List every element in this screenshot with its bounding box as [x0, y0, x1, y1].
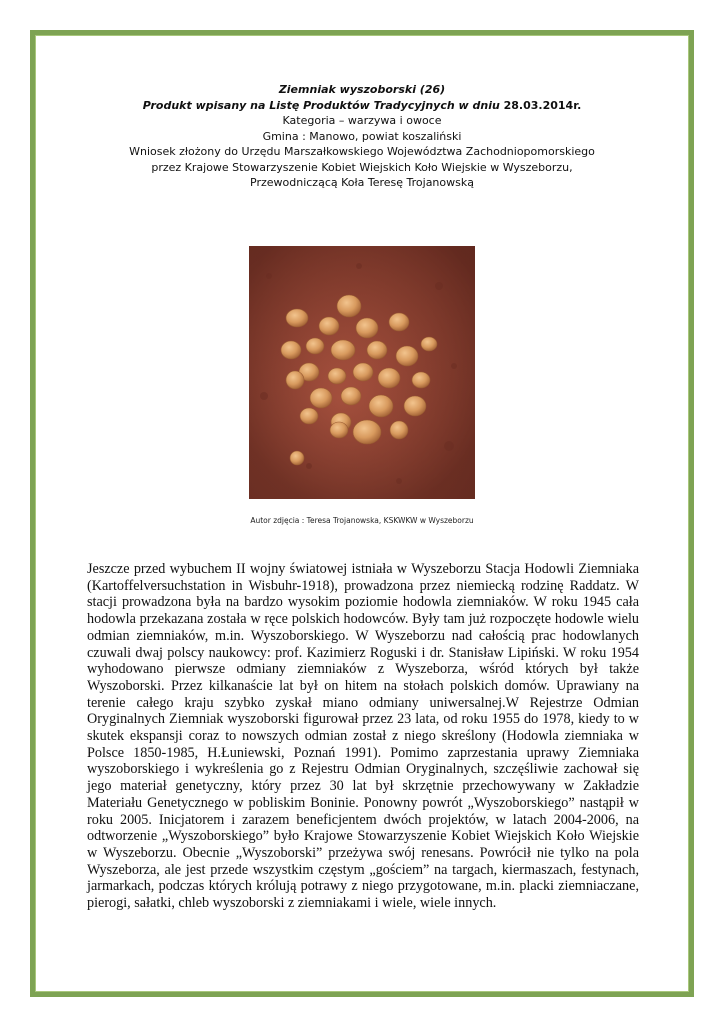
document-header — [0, 82, 724, 191]
potato-pile-illustration — [249, 246, 475, 499]
product-title: Ziemniak wyszoborski (26) — [278, 83, 446, 96]
category-line: Kategoria – warzywa i owoce — [282, 114, 442, 127]
listing-note — [0, 98, 724, 114]
listing-text: Produkt wpisany na Listę Produktów Tradycyjnych w dniu — [142, 98, 504, 112]
listing-date: 28.03.2014r. — [503, 98, 582, 112]
history-paragraph: Jeszcze przed wybuchem II wojny światowej istniała w Wyszeborzu Stacja Hodowli Ziemniaka (Kartoffelversuchstation in Wisbuhr-1918), prowadzona przez niemiecką rodzinę Raddatz. W stacji prowadzona była na bardzo wysokim poziomie hodowla ziemniaków. W roku 1945 cała hodowla przekazana została w ręce polskich hodowców. Były tam już rozpoczęte hodowle wielu odmian ziemniaków, m.in. Wyszoborskiego. W Wyszeborzu nad całością prac hodowlanych czuwali dwaj polscy naukowcy: prof. Kazimierz Roguski i dr. Stanisław Lipiński. W roku 1954 wyhodowano pierwsze odmiany ziemniaków z Wyszeborza, wśród których był także Wyszoborski. Przez kilkanaście lat był on hitem na stołach polskich domów. Uprawiany na terenie całego kraju szybko zyskał miano odmiany uniwersalnej.W Rejestrze Odmian Oryginalnych Ziemniak wyszoborski figurował przez 23 lata, od roku 1955 do 1978, kiedy to w skutek ekspansji coraz to nowszych odmian został z niego skreślony (Hodowla ziemniaka w Polsce 1850-1985, H.Łuniewski, Poznań 1991). Pomimo zaprzestania uprawy Ziemniaka wyszoborskiego i wykreślenia go z Rejestru Odmian Oryginalnych, szczęśliwie zachował się jego materiał genetyczny, który przez 30 lat był skrzętnie przechowywany w Zakładzie Materiału Genetycznego w pobliskim Boninie. Ponowny powrót „Wyszoborskiego” nastąpił w roku 2005. Inicjatorem i zarazem beneficjentem dwóch projektów, w latach 2004-2006, na odtworzenie „Wyszoborskiego” było Krajowe Stowarzyszenie Kobiet Wiejskich Koło Wiejskie w Wyszeborzu. Obecnie „Wyszoborski” przeżywa swój renesans. Powrócił nie tylko na pola Wyszeborza, ale jest przede wszystkim częstym „gościem” na targach, kiermaszach, festynach, jarmarkach, podczas których królują potrawy z niego przygotowane, m.in. placki ziemniaczane, pierogi, sałatki, chleb wyszoborski z ziemniakami i wiele, wiele innych. — [87, 561, 639, 912]
photo-caption: Autor zdjęcia : Teresa Trojanowska, KSKWKW w Wyszeborzu — [250, 516, 474, 525]
application-line-1: Wniosek złożony do Urzędu Marszałkowskiego Województwa Zachodniopomorskiego — [129, 145, 595, 158]
potato-photo — [249, 246, 475, 499]
application-line-3: Przewodniczącą Koła Teresę Trojanowską — [250, 176, 474, 189]
application-line-2: przez Krajowe Stowarzyszenie Kobiet Wiejskich Koło Wiejskie w Wyszeborzu, — [151, 160, 573, 174]
municipality-line: Gmina : Manowo, powiat koszaliński — [262, 129, 462, 143]
